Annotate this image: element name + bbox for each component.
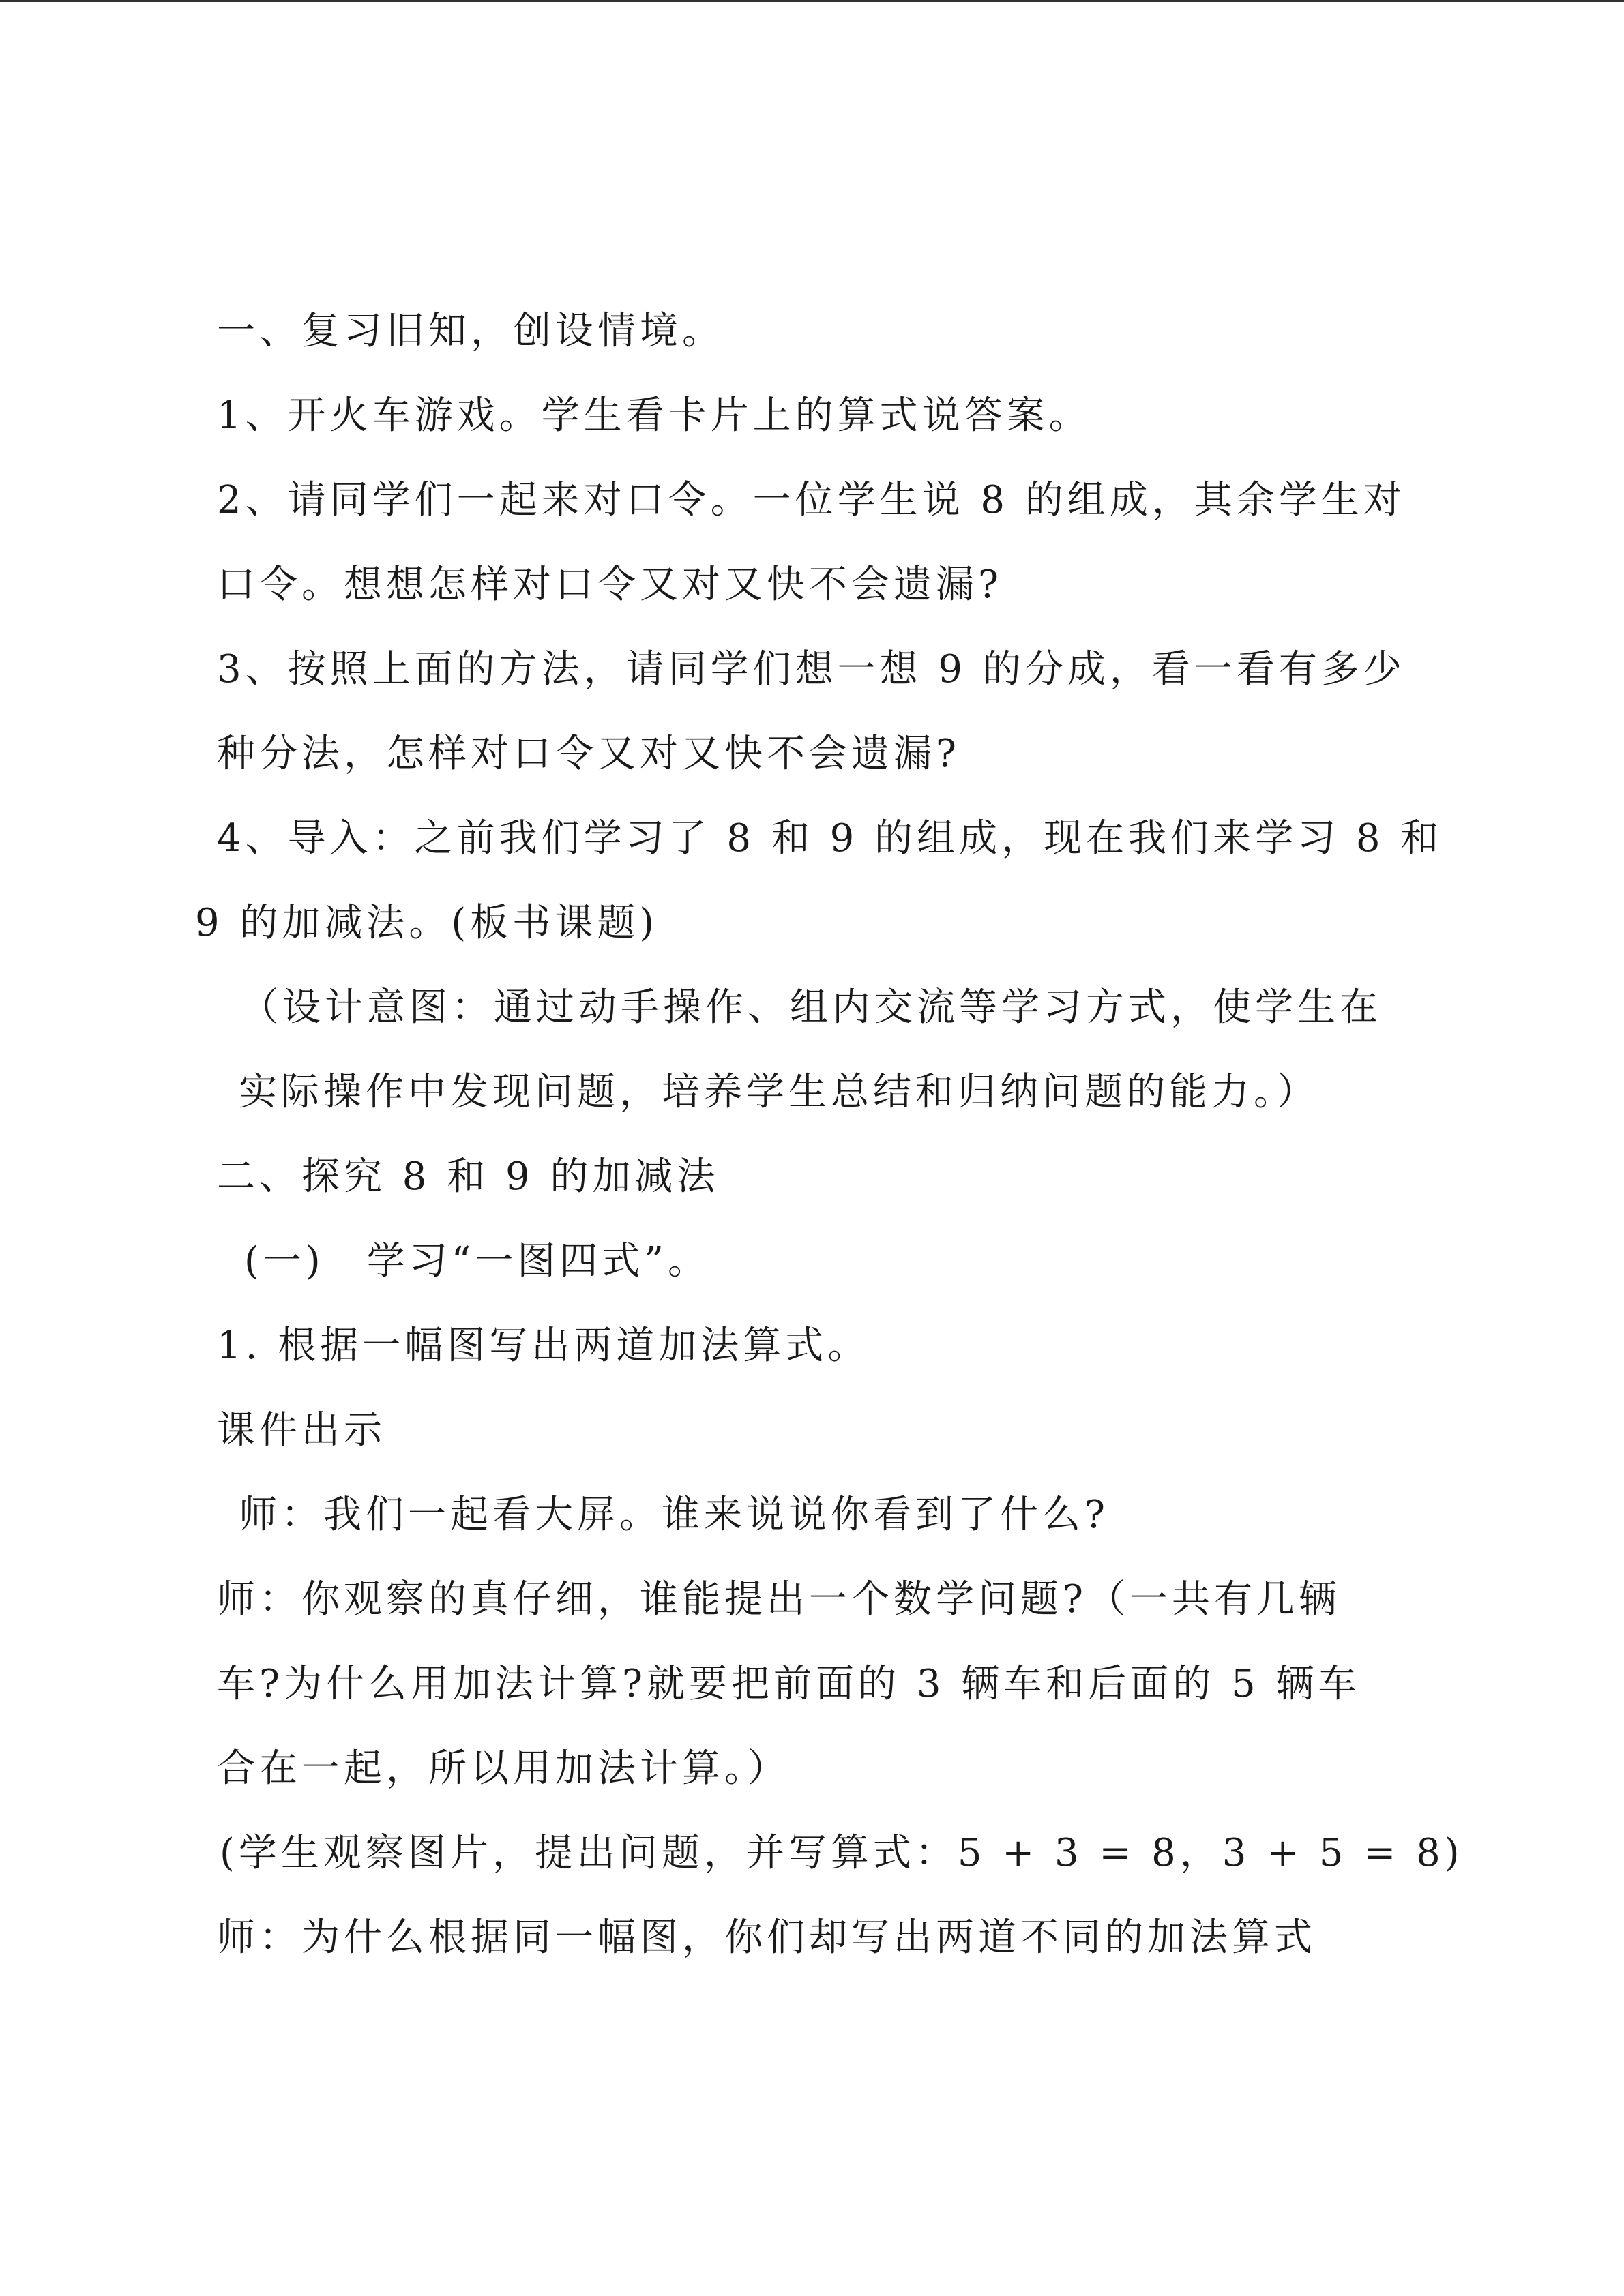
- top-border: [0, 0, 1624, 2]
- design-intent-cont: 实际操作中发现问题，培养学生总结和归纳问题的能力。）: [239, 1070, 1319, 1114]
- list-item-3: 3、按照上面的方法，请同学们想一想 9 的分成，看一看有多少: [217, 647, 1406, 691]
- step-1: 1. 根据一幅图写出两道加法算式。: [217, 1324, 870, 1368]
- list-item-4: 4、导入：之前我们学习了 8 和 9 的组成，现在我们来学习 8 和: [217, 816, 1443, 861]
- subheading-one-image-four-equations: (一) 学习“一图四式”。: [244, 1239, 710, 1283]
- teacher-line-2-cont: 车?为什么用加法计算?就要把前面的 3 辆车和后面的 5 辆车: [217, 1662, 1361, 1706]
- teacher-line-2: 师：你观察的真仔细，谁能提出一个数学问题?（一共有几辆: [217, 1577, 1342, 1622]
- teacher-line-2-cont-2: 合在一起，所以用加法计算。）: [217, 1746, 790, 1791]
- design-intent: （设计意图：通过动手操作、组内交流等学习方式，使学生在: [240, 985, 1382, 1030]
- list-item-2-cont: 口令。想想怎样对口令又对又快不会遗漏?: [217, 563, 1003, 607]
- courseware-show: 课件出示: [217, 1408, 386, 1452]
- teacher-line-3: 师：为什么根据同一幅图，你们却写出两道不同的加法算式: [217, 1915, 1316, 1960]
- student-equations: (学生观察图片，提出问题，并写算式：5 + 3 = 8，3 + 5 = 8): [220, 1831, 1464, 1875]
- list-item-4-cont: 9 的加减法。(板书课题): [195, 901, 659, 945]
- list-item-2: 2、请同学们一起来对口令。一位学生说 8 的组成，其余学生对: [217, 478, 1406, 522]
- list-item-1: 1、开火车游戏。学生看卡片上的算式说答案。: [217, 393, 1091, 438]
- heading-review: 一、复习旧知，创设情境。: [217, 309, 724, 353]
- teacher-line-1: 师：我们一起看大屏。谁来说说你看到了什么?: [239, 1493, 1110, 1537]
- list-item-3-cont: 种分法，怎样对口令又对又快不会遗漏?: [217, 732, 961, 776]
- heading-explore: 二、探究 8 和 9 的加减法: [217, 1154, 720, 1199]
